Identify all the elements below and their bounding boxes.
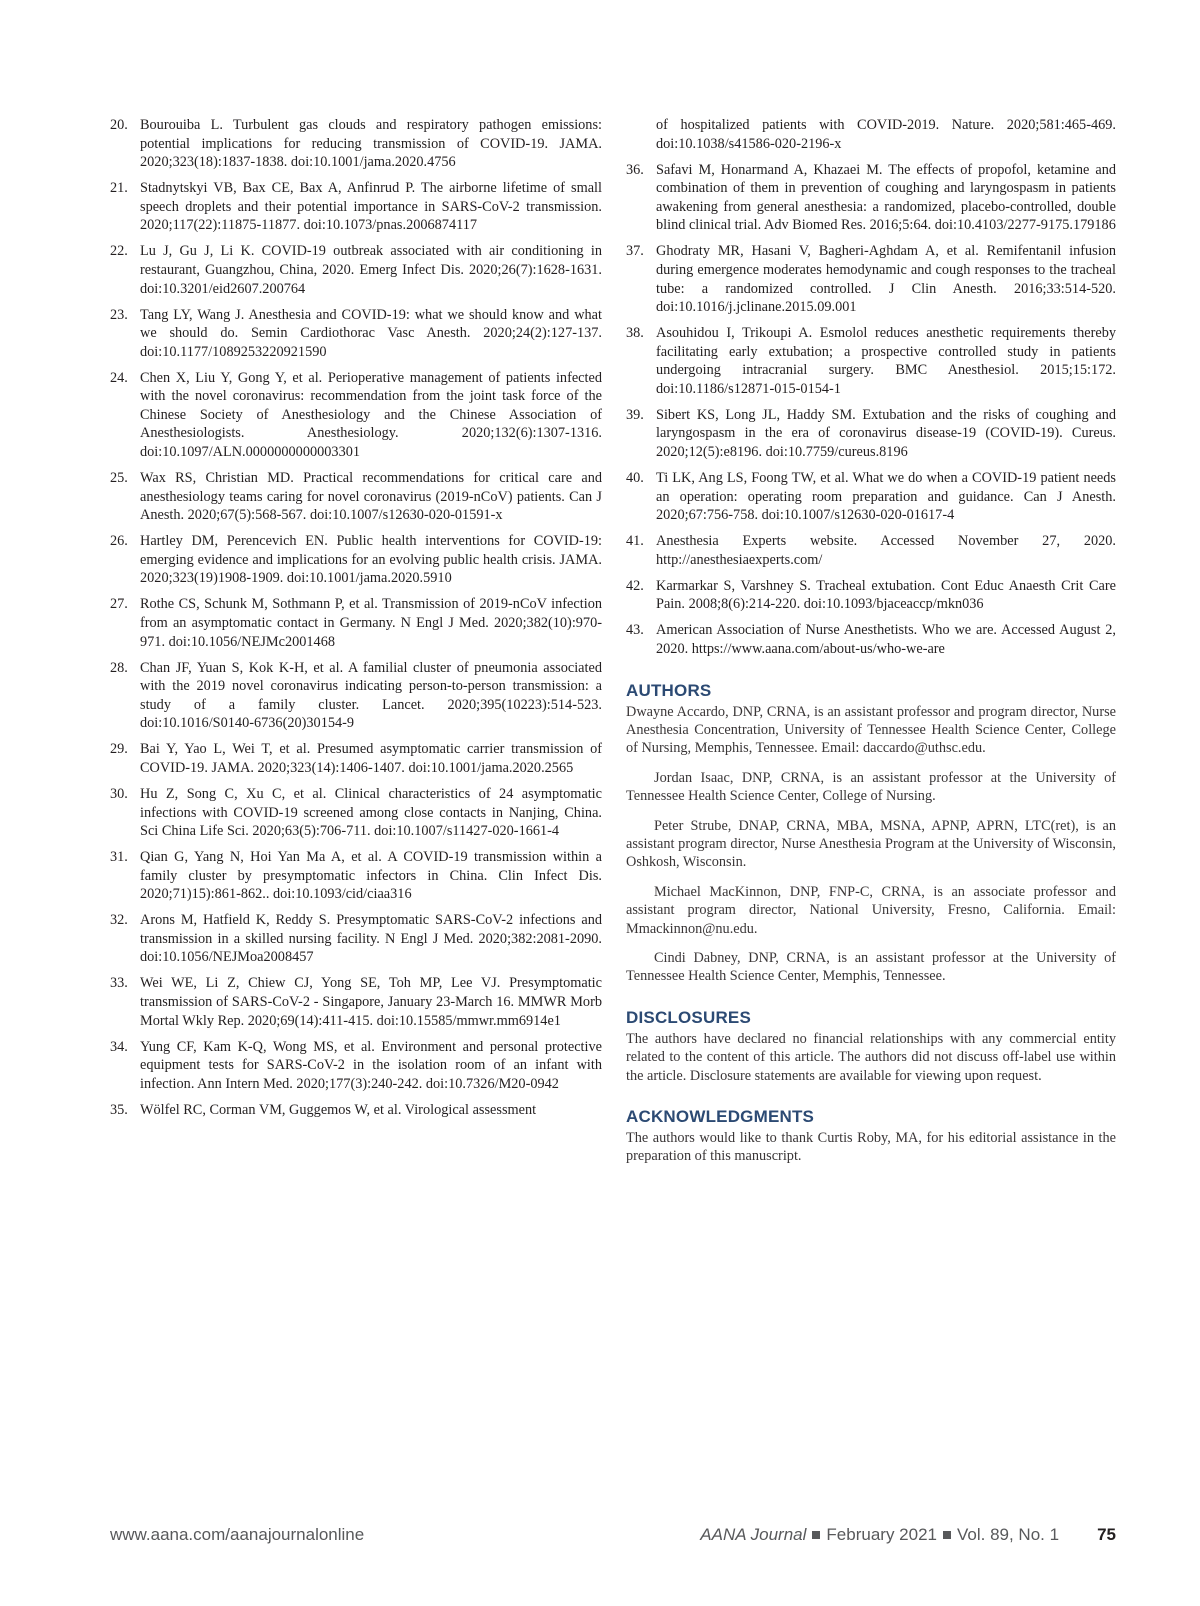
reference-item bbox=[110, 785, 602, 841]
reference-text: Bai Y, Yao L, Wei T, et al. Presumed asymptomatic carrier transmission of COVID-19. JAMA. 2020;323(14):1406-1407. doi:10.1001/jama.2020.2565 bbox=[140, 741, 602, 776]
reference-text: Hartley DM, Perencevich EN. Public health interventions for COVID-19: emerging evidence and implications for an evolving public health crisis. JAMA. 2020;323(19)1908-1909. doi:10.1001/jama.2020.5910 bbox=[140, 533, 602, 587]
footer-journal-name: AANA Journal bbox=[700, 1525, 807, 1544]
reference-item bbox=[110, 1038, 602, 1094]
reference-item bbox=[110, 532, 602, 588]
reference-item bbox=[110, 1101, 602, 1120]
reference-number: 43. bbox=[626, 622, 644, 639]
reference-item bbox=[626, 242, 1116, 316]
reference-item bbox=[110, 306, 602, 362]
reference-text: Anesthesia Experts website. Accessed November 27, 2020. http://anesthesiaexperts.com/ bbox=[656, 533, 1116, 568]
reference-item bbox=[110, 848, 602, 904]
reference-number: 30. bbox=[110, 785, 128, 802]
reference-item bbox=[626, 161, 1116, 235]
footer-citation bbox=[700, 1525, 1116, 1545]
reference-text: Asouhidou I, Trikoupi A. Esmolol reduces anesthetic requirements thereby facilitating early extubation; a prospective controlled study in patients undergoing intracranial surgery. BMC Anesthesiol. 2015;15:172. doi:10.1186/s12871-015-0154-1 bbox=[656, 325, 1116, 397]
reference-number: 36. bbox=[626, 161, 644, 178]
authors-heading: AUTHORS bbox=[626, 680, 712, 700]
reference-item bbox=[626, 577, 1116, 614]
reference-number: 31. bbox=[110, 849, 128, 866]
footer-issue-date: February 2021 bbox=[826, 1525, 937, 1544]
disclosures-heading: DISCLOSURES bbox=[626, 1007, 751, 1027]
reference-number: 35. bbox=[110, 1101, 128, 1118]
reference-text: Wei WE, Li Z, Chiew CJ, Yong SE, Toh MP, Lee VJ. Presymptomatic transmission of SARS-CoV-2 - Singapore, January 23-March 16. MMWR Morb Mortal Wkly Rep. 2020;69(14):411-415. doi:10.15585/mmwr.mm6914e1 bbox=[140, 975, 602, 1029]
reference-number: 20. bbox=[110, 117, 128, 133]
reference-number: 41. bbox=[626, 533, 644, 550]
reference-text: Sibert KS, Long JL, Haddy SM. Extubation and the risks of coughing and laryngospasm in the era of coronavirus disease-19 (COVID-19). Cureus. 2020;12(5):e8196. doi:10.7759/cureus.8196 bbox=[656, 406, 1116, 461]
reference-item bbox=[110, 911, 602, 967]
reference-text: American Association of Nurse Anesthetists. Who we are. Accessed August 2, 2020. https://www.aana.com/about-us/who-we-are bbox=[656, 622, 1116, 657]
reference-text: Wax RS, Christian MD. Practical recommendations for critical care and anesthesiology teams caring for novel coronavirus (2019-nCoV) patients. Can J Anesth. 2020;67(5):568-567. doi:10.1007/s12630-020-01591-x bbox=[140, 470, 602, 524]
reference-item bbox=[626, 532, 1116, 569]
reference-number: 32. bbox=[110, 912, 128, 929]
reference-number: 38. bbox=[626, 325, 644, 342]
reference-text: Tang LY, Wang J. Anesthesia and COVID-19: what we should know and what we should do. Semin Cardiothorac Vasc Anesth. 2020;24(2):127-137. doi:10.1177/1089253220921590 bbox=[140, 306, 602, 360]
reference-item bbox=[110, 659, 602, 733]
authors-section bbox=[626, 681, 1116, 986]
reference-item bbox=[110, 369, 602, 462]
reference-item bbox=[626, 469, 1116, 525]
reference-text: Chen X, Liu Y, Gong Y, et al. Perioperative management of patients infected with the novel coronavirus: recommendation from the joint task force of the Chinese Society of Anesthesiology and the Chinese Association of Anesthesiologists. Anesthesiology. 2020;132(6):1307-1316. doi:10.1097/ALN.0000000000003301 bbox=[140, 369, 602, 461]
reference-number: 42. bbox=[626, 577, 644, 594]
reference-text: Qian G, Yang N, Hoi Yan Ma A, et al. A COVID-19 transmission within a family cluster by presymptomatic infectors in China. Clin Infect Dis. 2020;71)15):861-862.. doi:10.1093/cid/ciaa316 bbox=[140, 849, 602, 903]
disclosures-section bbox=[626, 1008, 1116, 1085]
acknowledgments-section bbox=[626, 1107, 1116, 1166]
reference-item bbox=[110, 595, 602, 651]
reference-item bbox=[110, 974, 602, 1030]
acknowledgments-heading: ACKNOWLEDGMENTS bbox=[626, 1107, 815, 1127]
reference-number: 21. bbox=[110, 180, 128, 197]
reference-text: Stadnytskyi VB, Bax CE, Bax A, Anfinrud P. The airborne lifetime of small speech droplets and their potential importance in SARS-CoV-2 transmission. 2020;117(22):11875-11877. doi:10.1073/pnas.2006874117 bbox=[140, 180, 602, 234]
reference-number: 33. bbox=[110, 975, 128, 992]
reference-item bbox=[110, 179, 602, 235]
reference-text: Ghodraty MR, Hasani V, Bagheri-Aghdam A, et al. Remifentanil infusion during emergence moderates hemodynamic and cough responses to the tracheal tube: a randomized controlled. J Clin Anesth. 2016;33:514-520. doi:10.1016/j.jclinane.2015.09.001 bbox=[656, 243, 1116, 316]
reference-number: 23. bbox=[110, 306, 128, 323]
reference-number: 40. bbox=[626, 470, 644, 487]
reference-text: Wölfel RC, Corman VM, Guggemos W, et al. Virological assessment bbox=[140, 1101, 537, 1118]
reference-number: 26. bbox=[110, 533, 128, 550]
square-bullet-icon bbox=[943, 1531, 951, 1539]
reference-text: Bourouiba L. Turbulent gas clouds and respiratory pathogen emissions: potential implications for reducing transmission of COVID-19. JAMA. 2020;323(18):1837-1838. doi:10.1001/jama.2020.4756 bbox=[140, 117, 602, 171]
author-bio: Jordan Isaac, DNP, CRNA, is an assistant professor at the University of Tennessee Health Science Center, College of Nursing. bbox=[626, 769, 1116, 805]
author-bio: Peter Strube, DNAP, CRNA, MBA, MSNA, APNP, APRN, LTC(ret), is an assistant program director, Nurse Anesthesia Program at the University of Wisconsin, Oshkosh, Wisconsin. bbox=[626, 817, 1116, 871]
reference-number: 25. bbox=[110, 470, 128, 487]
reference-text: Arons M, Hatfield K, Reddy S. Presymptomatic SARS-CoV-2 infections and transmission in a skilled nursing facility. N Engl J Med. 2020;382:2081-2090. doi:10.1056/NEJMoa2008457 bbox=[140, 912, 602, 966]
reference-number: 39. bbox=[626, 406, 644, 423]
reference-item bbox=[626, 621, 1116, 658]
reference-text: Safavi M, Honarmand A, Khazaei M. The effects of propofol, ketamine and combination of them in prevention of coughing and laryngospasm in patients awakening from general anesthesia: a randomized, placebo-controlled, double blind clinical trial. Adv Biomed Res. 2016;5:64. doi:10.4103/2277-9175.179186 bbox=[656, 161, 1116, 234]
footer-url-link[interactable]: www.aana.com/aanajournalonline bbox=[110, 1525, 365, 1544]
page-number: 75 bbox=[1097, 1525, 1116, 1544]
reference-text: Rothe CS, Schunk M, Sothmann P, et al. Transmission of 2019-nCoV infection from an asymptomatic contact in Germany. N Engl J Med. 2020;382(10):970-971. doi:10.1056/NEJMc2001468 bbox=[140, 596, 602, 650]
reference-text: Ti LK, Ang LS, Foong TW, et al. What we do when a COVID-19 patient needs an operation: operating room preparation and guidance. Can J Anesth. 2020;67:756-758. doi:10.1007/s12630-020-01617-4 bbox=[656, 470, 1116, 524]
reference-number: 37. bbox=[626, 243, 644, 260]
reference-list-left bbox=[110, 116, 602, 1119]
reference-text: Hu Z, Song C, Xu C, et al. Clinical characteristics of 24 asymptomatic infections with COVID-19 screened among close contacts in Nanjing, China. Sci China Life Sci. 2020;63(5):706-711. doi:10.1007/s11427-020-1661-4 bbox=[140, 785, 602, 840]
reference-number: 27. bbox=[110, 596, 128, 613]
reference-continuation: of hospitalized patients with COVID-2019. Nature. 2020;581:465-469. doi:10.1038/s41586-020-2196-x bbox=[656, 117, 1116, 152]
reference-item bbox=[110, 116, 602, 172]
footer-volume: Vol. 89, No. 1 bbox=[957, 1525, 1060, 1544]
right-column bbox=[626, 116, 1116, 1177]
disclosures-text: The authors have declared no financial relationships with any commercial entity related to the content of this article. The authors did not discuss off-label use within the article. Disclosure statements are available for viewing upon request. bbox=[626, 1030, 1116, 1084]
reference-list-right bbox=[626, 161, 1116, 659]
author-bio: Cindi Dabney, DNP, CRNA, is an assistant professor at the University of Tennessee Health Science Center, Memphis, Tennessee. bbox=[626, 950, 1116, 985]
reference-text: Lu J, Gu J, Li K. COVID-19 outbreak associated with air conditioning in restaurant, Guangzhou, China, 2020. Emerg Infect Dis. 2020;26(7):1628-1631. doi:10.3201/eid2607.200764 bbox=[140, 243, 602, 297]
reference-number: 22. bbox=[110, 243, 128, 260]
reference-number: 24. bbox=[110, 369, 128, 386]
acknowledgments-text: The authors would like to thank Curtis Roby, MA, for his editorial assistance in the preparation of this manuscript. bbox=[626, 1130, 1116, 1165]
reference-number: 34. bbox=[110, 1038, 128, 1055]
reference-item bbox=[110, 242, 602, 298]
page-footer bbox=[110, 1525, 1116, 1549]
left-column bbox=[110, 116, 602, 1127]
reference-item bbox=[110, 740, 602, 777]
square-bullet-icon bbox=[812, 1531, 820, 1539]
reference-text: Chan JF, Yuan S, Kok K-H, et al. A familial cluster of pneumonia associated with the 2019 novel coronavirus indicating person-to-person transmission: a study of a family cluster. Lancet. 2020;395(10223):514-523. doi:10.1016/S0140-6736(20)30154-9 bbox=[140, 659, 602, 732]
reference-item bbox=[626, 324, 1116, 398]
reference-text: Karmarkar S, Varshney S. Tracheal extubation. Cont Educ Anaesth Crit Care Pain. 2008;8(6):214-220. doi:10.1093/bjaceaccp/mkn036 bbox=[656, 577, 1116, 613]
reference-number: 28. bbox=[110, 659, 128, 676]
reference-text: Yung CF, Kam K-Q, Wong MS, et al. Environment and personal protective equipment tests for SARS-CoV-2 in the isolation room of an infant with infection. Ann Intern Med. 2020;177(3):240-242. doi:10.7326/M20-0942 bbox=[140, 1038, 602, 1092]
author-bio: Dwayne Accardo, DNP, CRNA, is an assistant professor and program director, Nurse Anesthesia Concentration, University of Tennessee Health Science Center, College of Nursing, Memphis, Tennessee. Email: daccardo@uthsc.edu. bbox=[626, 703, 1116, 757]
reference-item bbox=[110, 469, 602, 525]
reference-item bbox=[626, 406, 1116, 462]
reference-number: 29. bbox=[110, 741, 128, 758]
author-bio: Michael MacKinnon, DNP, FNP-C, CRNA, is an associate professor and assistant program director, National University, Fresno, California. Email: Mmackinnon@nu.edu. bbox=[626, 883, 1116, 937]
